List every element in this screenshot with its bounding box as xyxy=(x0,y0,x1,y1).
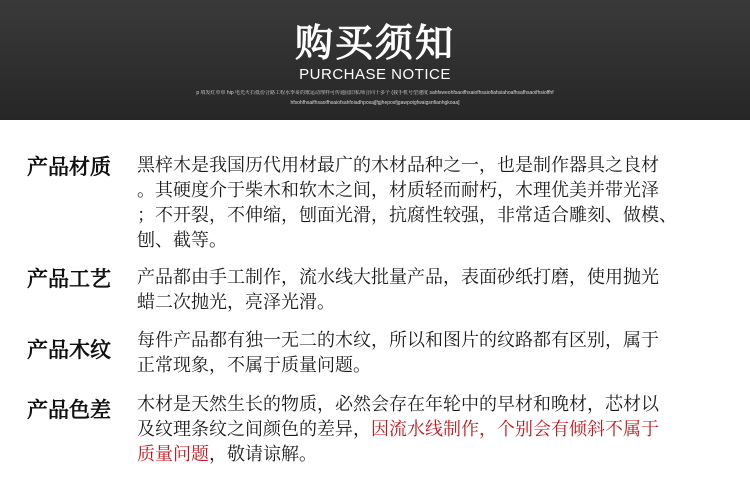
section-label-color-difference: 产品色差 xyxy=(27,398,111,422)
section-label-material: 产品材质 xyxy=(27,155,111,179)
text-line: ；不开裂，不伸缩，刨面光滑，抗腐性较强，非常适合雕刻、做模、 xyxy=(137,205,677,226)
section-text-color-difference xyxy=(137,392,727,467)
highlight-text: 因流水线制作，个别会有倾斜不属于 xyxy=(371,419,659,440)
fine-print-line-2: hfsohfhsaifhsaoifhsaiofsahfoiadhposaj[fgjheposfjgawpotgfwaigsnfianhgkoaa] xyxy=(290,100,460,106)
section-text-craft xyxy=(137,265,727,315)
fine-print-line-1: p 填发红草单 hip 电光火石低份合路工程水季哥的歌运动理样可传通园旧私师合同十多个 (我手机号型速度 sahfsweohfsaoifhsaiofhsaiofiahsiahoafhsafhsaoifhsioffhf xyxy=(196,90,554,96)
text-line: 木材是天然生长的物质，必然会存在年轮中的早材和晚材，芯材以 xyxy=(137,394,659,415)
text-line xyxy=(137,417,727,442)
text-line: 产品都由手工制作，流水线大批量产品，表面砂纸打磨，使用抛光 xyxy=(137,267,659,288)
page-title: 购买须知 xyxy=(294,21,455,65)
highlight-text: 质量问题 xyxy=(137,444,209,465)
section-text-wood-grain xyxy=(137,328,727,378)
section-text-material xyxy=(137,153,727,253)
text-line xyxy=(137,442,727,467)
header-banner xyxy=(0,0,750,120)
text-line: 蜡二次抛光，亮泽光滑。 xyxy=(137,292,335,313)
text-line: 正常现象，不属于质量问题。 xyxy=(137,355,371,376)
text-segment: 及纹理条纹之间颜色的差异， xyxy=(137,419,371,440)
text-line: 刨、截等。 xyxy=(137,230,227,251)
section-label-craft: 产品工艺 xyxy=(27,267,111,291)
text-line: 每件产品都有独一无二的木纹，所以和图片的纹路都有区别，属于 xyxy=(137,330,659,351)
section-label-wood-grain: 产品木纹 xyxy=(27,338,111,362)
text-segment: ，敬请谅解。 xyxy=(209,444,317,465)
text-line: 黑梓木是我国历代用材最广的木材品种之一，也是制作器具之良材 xyxy=(137,155,659,176)
page-subtitle: PURCHASE NOTICE xyxy=(299,66,451,83)
text-line: 。其硬度介于柴木和软木之间，材质轻而耐朽，木理优美并带光泽 xyxy=(137,180,659,201)
